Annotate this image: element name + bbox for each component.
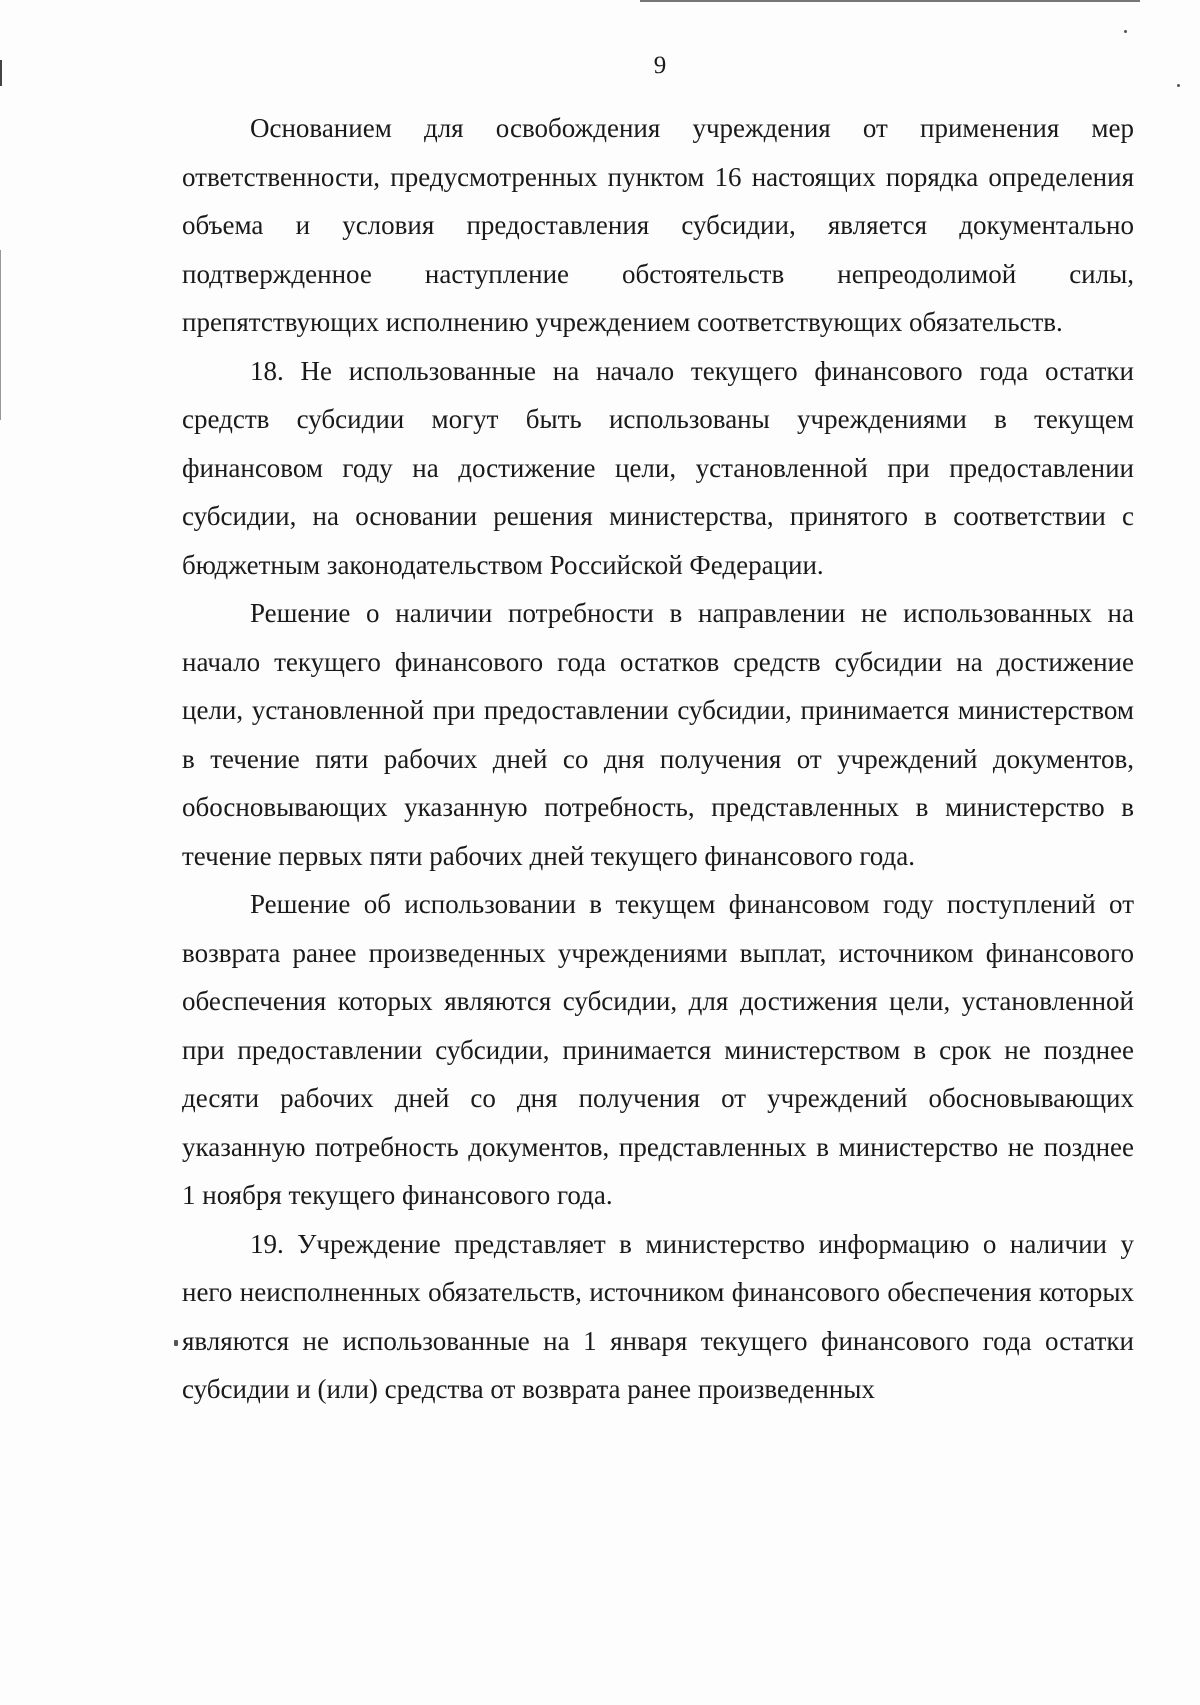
page-number: 9	[653, 52, 667, 79]
scan-top-rule	[640, 0, 1140, 2]
paragraph-need-decision: Решение о наличии потребности в направлении не использованных на начало текущего финансового года остатков средств субсидии на достижение цели, установленной при предоставлении субсидии, принимается министерством в течение пяти рабочих дней со дня получения от учреждений документов, обосновывающих указанную потребность, представленных в министерство в течение первых пяти рабочих дней текущего финансового года.	[182, 598, 1134, 871]
scan-edge-mark	[0, 250, 1, 420]
paragraph-returns-decision: Решение об использовании в текущем финансовом году поступлений от возврата ранее произведенных учреждениями выплат, источником финансового обеспечения которых являются субсидии, для достижения цели, установленной при предоставлении субсидии, принимается министерством в срок не позднее десяти рабочих дней со дня получения от учреждений обосновывающих указанную потребность документов, представленных в министерство не позднее 1 ноября текущего финансового года.	[182, 889, 1134, 1210]
paragraph-18: 18. Не использованные на начало текущего финансового года остатки средств субсидии могут быть использованы учреждениями в текущем финансовом году на достижение цели, установленной при предоставлении субсидии, на основании решения министерства, принятого в соответствии с бюджетным законодательством Российской Федерации.	[182, 355, 1134, 580]
paragraph-exemption-grounds: Основанием для освобождения учреждения от применения мер ответственности, предусмотренных пунктом 16 настоящих порядка определения объема и условия предоставления субсидии, является документально подтвержденное наступление обстоятельств непреодолимой силы, препятствующих исполнению учреждением соответствующих обязательств.	[182, 113, 1134, 337]
document-body	[182, 104, 1134, 1414]
scan-speck	[174, 1340, 178, 1346]
scan-speck	[1124, 30, 1127, 33]
paragraph-19: 19. Учреждение представляет в министерство информацию о наличии у него неисполненных обязательств, источником финансового обеспечения которых являются не использованные на 1 января текущего финансового года остатки субсидии и (или) средства от возврата ранее произведенных	[182, 1228, 1134, 1404]
scan-speck	[1177, 84, 1180, 87]
